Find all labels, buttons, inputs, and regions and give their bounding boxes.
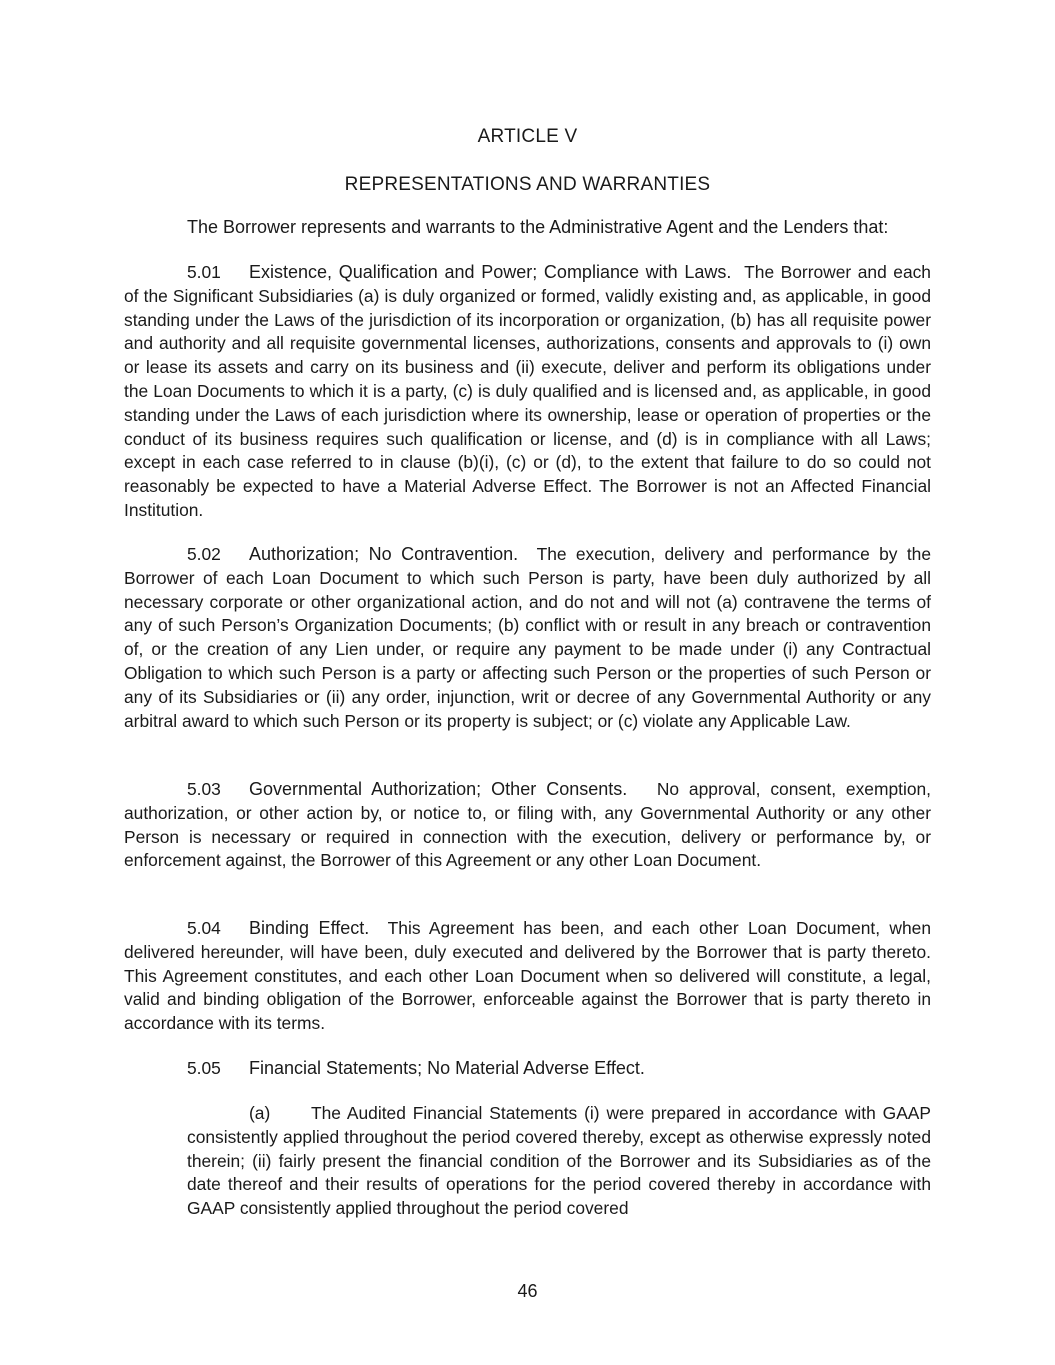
section-5-01 <box>124 261 931 523</box>
section-5-05 <box>124 1057 931 1081</box>
section-body: The Borrower and each of the Significant Subsidiaries (a) is duly organized or formed, validly existing and, as applicable, in good standing under the Laws of the jurisdiction of its incorporation or organization, (b) has all requisite power and authority and all requisite governmental licenses, authorizations, consents and approvals to (i) own or lease its assets and carry on its business and (ii) execute, deliver and perform its obligations under the Loan Documents to which it is a party, (c) is duly qualified and is licensed and, as applicable, in good standing under the Laws of each jurisdiction where its ownership, lease or operation of properties or the conduct of its business requires such qualification or license, and (d) is in compliance with all Laws; except in each case referred to in clause (b)(i), (c) or (d), to the extent that failure to do so could not reasonably be expected to have a Material Adverse Effect. The Borrower is not an Affected Financial Institution. <box>124 262 931 520</box>
subsection-body: The Audited Financial Statements (i) were prepared in accordance with GAAP consistently applied throughout the period covered thereby, except as otherwise expressly noted therein; (ii) fairly present the financial condition of the Borrower and its Subsidiaries as of the date thereof and their results of operations for the period covered thereby in accordance with GAAP consistently applied throughout the period covered <box>187 1103 931 1219</box>
section-heading: Binding Effect. <box>249 918 370 938</box>
section-body: This Agreement has been, and each other Loan Document, when delivered hereunder, will have been, duly executed and delivered by the Borrower that is party thereto. This Agreement constitutes, and each other Loan Document when so delivered will constitute, a legal, valid and binding obligation of the Borrower, enforceable against the Borrower that is party thereto in accordance with its terms. <box>124 918 931 1034</box>
section-5-04 <box>124 917 931 1036</box>
page-number: 46 <box>517 1281 538 1301</box>
article-title: ARTICLE V <box>477 126 578 147</box>
section-heading: Authorization; No Contravention. <box>249 544 519 564</box>
section-number: 5.01 <box>187 262 221 282</box>
section-number: 5.05 <box>187 1058 221 1078</box>
section-number: 5.03 <box>187 779 221 799</box>
subsection-a <box>187 1102 931 1221</box>
article-subtitle: REPRESENTATIONS AND WARRANTIES <box>344 174 711 195</box>
section-number: 5.02 <box>187 544 221 564</box>
section-body: The execution, delivery and performance by the Borrower of each Loan Document to which such Person is party, have been duly authorized by all necessary corporate or other organizational action, and do not and will not (a) contravene the terms of any of such Person’s Organization Documents; (b) conflict with or result in any breach or contravention of, or the creation of any Lien under, or require any payment to be made under (i) any Contractual Obligation to which such Person is a party or affecting such Person or the properties of such Person or any of its Subsidiaries or (ii) any order, injunction, writ or decree of any Governmental Authority or any arbitral award to which such Person or its property is subject; or (c) violate any Applicable Law. <box>124 544 932 731</box>
section-number: 5.04 <box>187 918 221 938</box>
section-heading: Existence, Qualification and Power; Compliance with Laws. <box>249 262 732 282</box>
subsection-number: (a) <box>249 1103 271 1123</box>
section-body: No approval, consent, exemption, authorization, or other action by, or notice to, or filing with, any Governmental Authority or any other Person is necessary or required in connection with the execution, delivery or performance by, or enforcement against, the Borrower of this Agreement or any other Loan Document. <box>124 779 931 871</box>
intro-paragraph: The Borrower represents and warrants to the Administrative Agent and the Lenders that: <box>187 217 889 237</box>
section-5-02 <box>124 543 931 733</box>
section-heading: Financial Statements; No Material Adverse Effect. <box>249 1058 645 1078</box>
section-heading: Governmental Authorization; Other Consents. <box>249 779 628 799</box>
section-5-03 <box>124 778 931 873</box>
